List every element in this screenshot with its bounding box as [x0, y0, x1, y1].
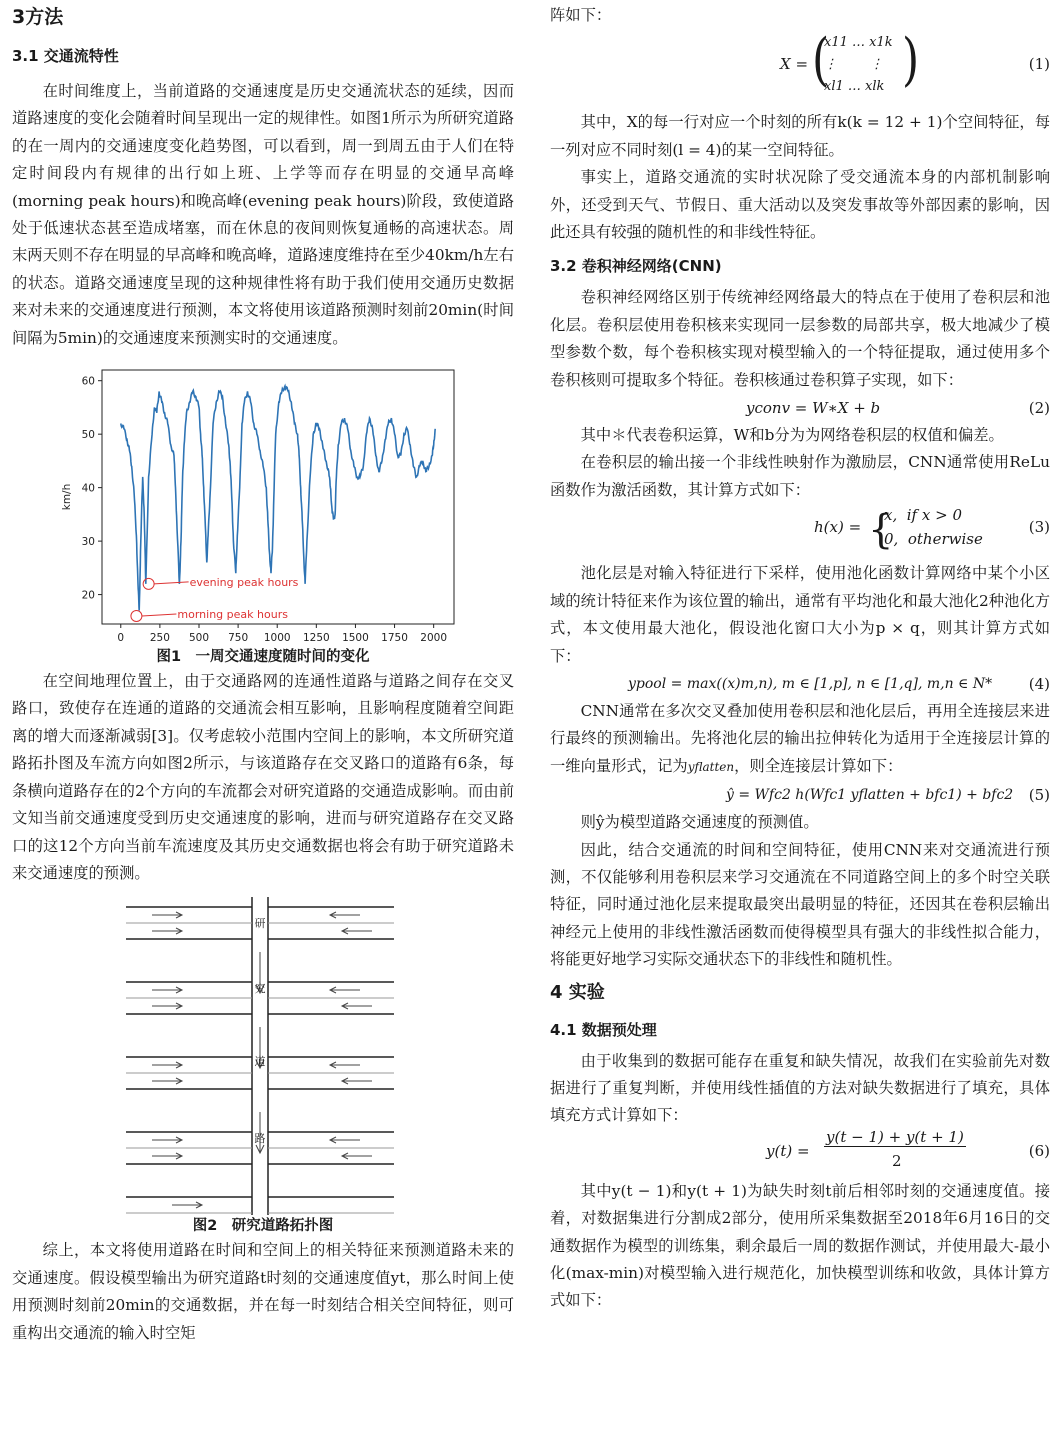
road-label-char: 研: [254, 917, 266, 931]
x-tick-label: 250: [149, 632, 170, 645]
eq3-case: x, if x > 0: [884, 506, 962, 525]
eq1-row: xl1 … xlk: [824, 79, 885, 95]
annotation-leader: [142, 614, 177, 616]
paragraph-continuation: 阵如下：: [550, 6, 612, 24]
y-tick-label: 30: [81, 536, 95, 549]
paragraph: 池化层是对输入特征进行下采样，使用池化函数计算网络中某个小区域的统计特征来作为该位置的输出，通常有平均池化和最大池化2种池化方式，本文使用最大池化，假设池化窗口大小为p × q，则其计算方式如下：: [550, 564, 1050, 665]
equation-2: [550, 394, 1050, 422]
paragraph: 卷积神经网络区别于传统神经网络最大的特点在于使用了卷积层和池化层。卷积层使用卷积核来实现同一层参数的局部共享，极大地减少了模型参数个数，每个卷积核实现对模型输入的一个特征提取，通过使用多个卷积核则可提取多个特征。卷积核通过卷积算子实现，如下：: [550, 288, 1050, 389]
paragraph: 在空间地理位置上，由于交通路网的连通性道路与道路之间存在交叉路口，致使存在连通的道路的交通流会相互影响，且影响程度随着空间距离的增大而逐渐减弱[3]。仅考虑较小范围内空间上的影响，本文所研究道路拓扑图及车流方向如图2所示，与该道路存在交叉路口的道路有6条，每条横向道路存在的2个方向的车流都会对研究道路的交通造成影响。而由前文知当前交通速度受到历史交通速度的影响，进而与研究道路存在交叉路口的这12个方向当前车流速度及其历史交通数据也将会有助于研究道路未来交通速度的预测。: [12, 672, 514, 882]
eq6-lhs: y(t) =: [766, 1141, 810, 1160]
equation-4: [550, 670, 1050, 698]
eq6-denominator: 2: [892, 1151, 902, 1170]
y-axis-label: km/h: [61, 483, 73, 511]
equation-number: (5): [1028, 786, 1050, 805]
paragraph: 其中＊代表卷积运算，W和b分为为网络卷积层的权值和偏差。: [580, 426, 1004, 445]
equation-1: X = ( x11 … x1k ⋮ ⋮ xl1 … xlk ) (1): [550, 29, 1050, 109]
y-tick-label: 60: [81, 375, 95, 388]
annotation-circle: [143, 578, 154, 589]
paragraph: 综上，本文将使用道路在时间和空间上的相关特征来预测道路未来的交通速度。假设模型输出为研究道路t时刻的交通速度值yt，那么时间上使用预测时刻前20min的交通数据，并在每一时刻结合相关空间特征，则可重构出交通流的输入时空矩: [12, 1241, 514, 1342]
figure-2-caption: 图2 研究道路拓扑图: [192, 1218, 334, 1235]
eq6-numerator: y(t − 1) + y(t + 1): [826, 1127, 964, 1146]
equation-5: [550, 781, 1050, 809]
road-label-char: 道: [254, 1055, 266, 1069]
paragraph: 由于收集到的数据可能存在重复和缺失情况，故我们在实验前先对数据进行了重复判断，并使用线性插值的方法对缺失数据进行了填充，具体填充方式计算如下：: [550, 1051, 1050, 1125]
paragraph: CNN通常在多次交叉叠加使用卷积层和池化层后，再用全连接层来进行最终的预测输出。先将池化层的输出拉伸转化为适用于全连接层计算的一维向量形式，记为yflatten，则全连接层计算如下：: [550, 701, 1050, 775]
subsection-title: 4.1 数据预处理: [550, 1020, 657, 1039]
x-tick-label: 1250: [302, 632, 330, 645]
eq3-lhs: h(x) =: [814, 518, 862, 537]
equation-number: (2): [1028, 399, 1050, 418]
right-column: [550, 0, 1050, 1315]
annotation-leader: [154, 582, 189, 584]
y-tick-label: 50: [81, 429, 95, 442]
eq2-body: yconv = W∗X + b: [746, 399, 881, 418]
paragraph: 在卷积层的输出接一个非线性映射作为激励层，CNN通常使用ReLu函数作为激活函数，其计算方式如下：: [550, 453, 1050, 499]
equation-number: (4): [1028, 674, 1050, 693]
annotation-label: evening peak hours: [189, 575, 299, 589]
left-column: [12, 0, 514, 1347]
equation-number: (6): [1028, 1141, 1050, 1160]
figure-1-caption: 图1 一周交通速度随时间的变化: [156, 649, 370, 666]
section-title: 3方法: [12, 6, 64, 28]
eq1-row: x11 … x1k: [824, 35, 893, 51]
paragraph: 在时间维度上，当前道路的交通速度是历史交通流状态的延续，因而道路速度的变化会随着时间呈现出一定的规律性。如图1所示为所研究道路的在一周内的交通速度变化趋势图，可以看到，周一到周五由于人们在特定时间段内有规律的出行如上班、上学等而存在明显的交通早高峰(morning peak hours)和晚高峰(evening peak hours)阶段，致使道路处于低速状态甚至造成堵塞，而在休息的夜间则恢复通畅的高速状态。周末两天则不存在明显的早高峰和晚高峰，道路速度维持在至少40km/h左右的状态。道路交通速度呈现的这种规律性将有助于我们使用交通历史数据来对未来的交通速度进行预测，本文将使用该道路预测时刻前20min(时间间隔为5min)的交通速度来预测实时的交通速度。: [12, 82, 514, 347]
x-tick-label: 1000: [263, 632, 291, 645]
subsection-title: 3.2 卷积神经网络(CNN): [550, 257, 722, 276]
eq1-row: ⋮ ⋮: [824, 57, 884, 73]
eq4-body: ypool = max((x)m,n), m ∈ [1,p], n ∈ [1,q], m,n ∈ N*: [628, 675, 993, 692]
eq5-body: ŷ = Wfc2 h(Wfc1 yflatten + bfc1) + bfc2: [726, 787, 1014, 804]
paragraph: 因此，结合交通流的时间和空间特征，使用CNN来对交通流进行预测，不仅能够利用卷积层来学习交通流在不同道路空间上的多个时空关联特征，同时通过池化层来提取最突出最明显的特征，还因其在卷积层输出神经元上使用的非线性激活函数而使得模型具有强大的非线性拟合能力，将能更好地学习实际交通状态下的非线性和随机性。: [550, 840, 1050, 969]
eq3-case: 0, otherwise: [884, 530, 983, 549]
equation-6: [550, 1127, 1050, 1178]
subsection-title: 3.1 交通流特性: [12, 47, 119, 65]
eq1-lhs: X =: [780, 55, 809, 74]
y-tick-label: 20: [81, 589, 95, 602]
x-tick-label: 750: [228, 632, 249, 645]
paragraph: 其中y(t − 1)和y(t + 1)为缺失时刻t前后相邻时刻的交通速度值。接着，对数据集进行分割成2部分，使用所采集数据至2018年6月16日的交通数据作为模型的训练集，剩余最后一周的数据作测试，并使用最大-最小化(max-min)对模型输入进行规范化，加快模型训练和收敛，具体计算方式如下：: [550, 1181, 1050, 1310]
paragraph: 其中，X的每一行对应一个时刻的所有k(k = 12 + 1)个空间特征，每一列对应不同时刻(l = 4)的某一空间特征。: [550, 113, 1050, 159]
paragraph: 则ŷ为模型道路交通速度的预测值。: [580, 813, 819, 832]
equation-3: h(x) = { x, if x > 0 0, otherwise (3): [814, 506, 1050, 554]
paragraph: 事实上，道路交通流的实时状况除了受交通流本身的内部机制影响外，还受到天气、节假日、重大活动以及突发事故等外部因素的影响，因此还具有较强的随机性的和非线性特征。: [550, 168, 1050, 242]
x-tick-label: 1500: [342, 632, 369, 645]
equation-number: (1): [1028, 55, 1050, 74]
x-tick-label: 2000: [420, 632, 448, 645]
x-tick-label: 500: [188, 632, 210, 645]
section-title: 4 实验: [550, 981, 605, 1003]
road-topology-diagram: [12, 897, 514, 1215]
annotation-label: morning peak hours: [177, 608, 288, 622]
y-tick-label: 40: [81, 482, 95, 495]
road-label-char: 究: [254, 982, 266, 996]
speed-line-chart: [12, 364, 514, 654]
x-tick-label: 1750: [381, 632, 408, 645]
x-tick-label: 0: [117, 632, 125, 645]
equation-number: (3): [1028, 518, 1050, 537]
annotation-circle: [131, 611, 142, 622]
road-label-char: 路: [254, 1132, 266, 1146]
